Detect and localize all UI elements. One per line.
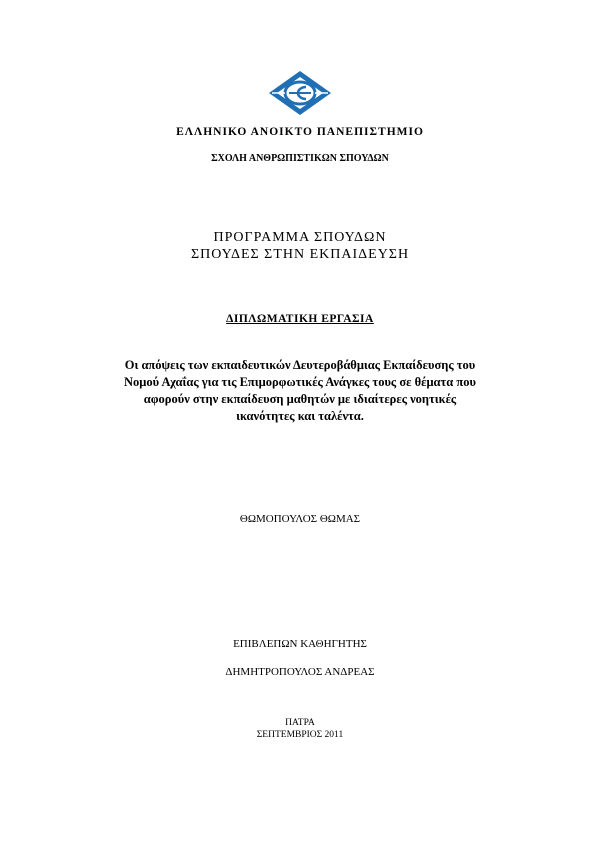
thesis-title-line: ικανότητες και ταλέντα.: [236, 409, 364, 423]
thesis-type-heading: ΔΙΠΛΩΜΑΤΙΚΗ ΕΡΓΑΣΙΑ: [226, 313, 374, 325]
university-logo-icon: [268, 70, 332, 116]
university-name: ΕΛΛΗΝΙΚΟ ΑΝΟΙΚΤΟ ΠΑΝΕΠΙΣΤΗΜΙΟ: [176, 126, 424, 138]
date: ΣΕΠΤΕΜΒΡΙΟΣ 2011: [256, 730, 344, 740]
supervisor-name: ΔΗΜΗΤΡΟΠΟΥΛΟΣ ΑΝΔΡΕΑΣ: [225, 666, 375, 678]
school-name: ΣΧΟΛΗ ΑΝΘΡΩΠΙΣΤΙΚΩΝ ΣΠΟΥΔΩΝ: [211, 153, 389, 164]
thesis-title-line: Οι απόψεις των εκπαιδευτικών Δευτεροβάθμιας Εκπαίδευσης του: [124, 358, 476, 372]
author-name: ΘΩΜΟΠΟΥΛΟΣ ΘΩΜΑΣ: [239, 513, 361, 525]
program-subtitle: ΣΠΟΥΔΕΣ ΣΤΗΝ ΕΚΠΑΙΔΕΥΣΗ: [190, 247, 410, 262]
thesis-title-line: Νομού Αχαΐας για τις Επιμορφωτικές Ανάγκες τους σε θέματα που: [124, 375, 476, 389]
city: ΠΑΤΡΑ: [285, 718, 315, 728]
supervisor-label: ΕΠΙΒΛΕΠΩΝ ΚΑΘΗΓΗΤΗΣ: [233, 638, 367, 650]
thesis-title: [80, 357, 520, 425]
thesis-title-line: αφορούν στην εκπαίδευση μαθητών με ιδιαίτερες νοητικές: [143, 392, 457, 406]
program-title: ΠΡΟΓΡΑΜΜΑ ΣΠΟΥΔΩΝ: [213, 230, 387, 245]
